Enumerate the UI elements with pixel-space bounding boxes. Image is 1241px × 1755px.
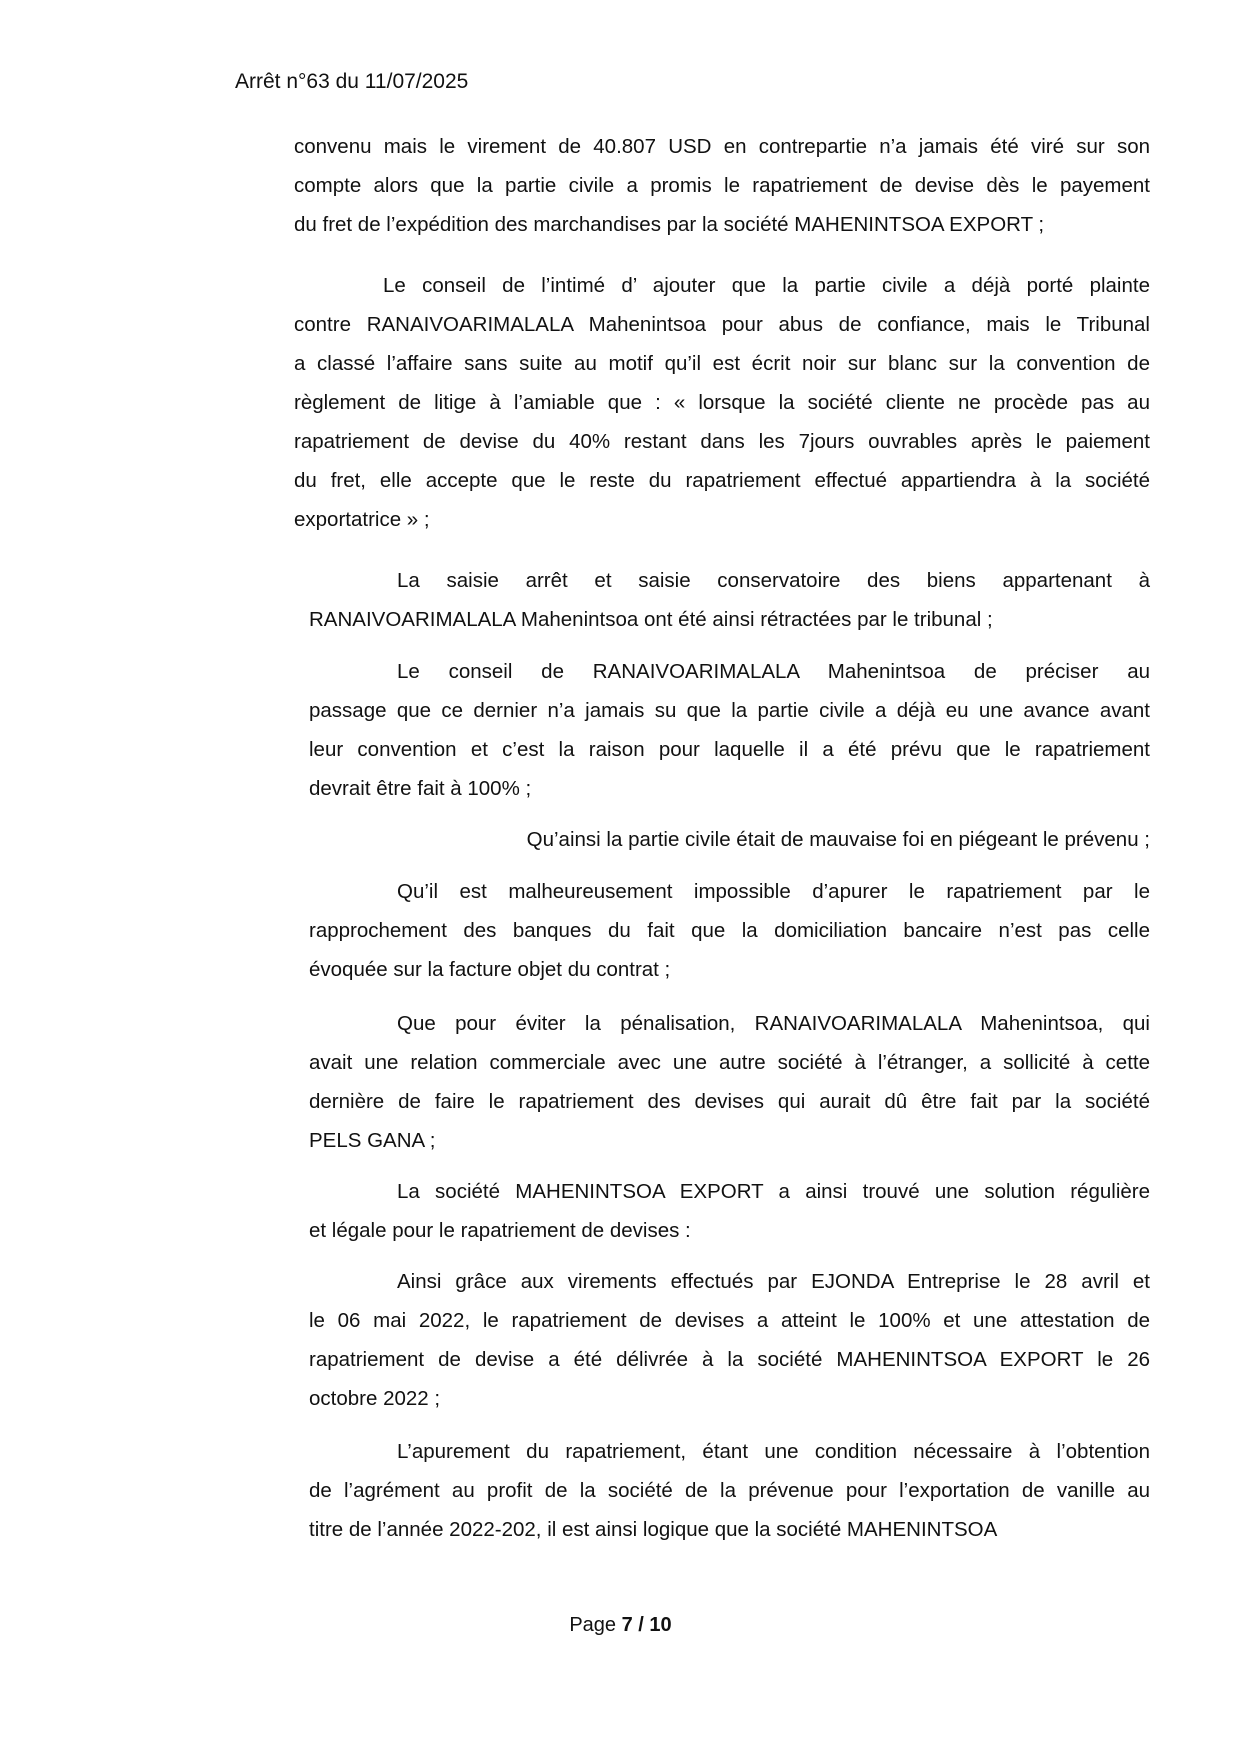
text-line: et légale pour le rapatriement de devises : [309, 1219, 691, 1242]
page-label: Page [569, 1614, 617, 1636]
text-line: règlement de litige à l’amiable que : « lorsque la société cliente ne procède pas au [294, 391, 1150, 414]
document-header: Arrêt n°63 du 11/07/2025 [235, 70, 469, 93]
paragraph-10 [309, 1432, 1150, 1549]
text-line: dernière de faire le rapatriement des devises qui aurait dû être fait par la société [309, 1090, 1150, 1113]
text-line: leur convention et c’est la raison pour laquelle il a été prévu que le rapatriement [309, 738, 1150, 761]
paragraph-4 [309, 652, 1150, 808]
page-current: 7 [621, 1614, 633, 1636]
text-line: Ainsi grâce aux virements effectués par EJONDA Entreprise le 28 avril et [397, 1270, 1150, 1293]
text-line: avait une relation commerciale avec une autre société à l’étranger, a sollicité à cette [309, 1051, 1150, 1074]
text-line: rapatriement de devise a été délivrée à la société MAHENINTSOA EXPORT le 26 [309, 1348, 1150, 1371]
paragraph-1 [294, 127, 1150, 244]
text-line: a classé l’affaire sans suite au motif qu’il est écrit noir sur blanc sur la convention de [294, 352, 1150, 375]
paragraph-5 [309, 820, 1150, 859]
text-line: convenu mais le virement de 40.807 USD en contrepartie n’a jamais été viré sur son [294, 135, 1150, 158]
text-line: le 06 mai 2022, le rapatriement de devises a atteint le 100% et une attestation de [309, 1309, 1150, 1332]
text-line: Qu’il est malheureusement impossible d’apurer le rapatriement par le [397, 880, 1150, 903]
text-line: La saisie arrêt et saisie conservatoire des biens appartenant à [397, 569, 1150, 592]
text-line: Le conseil de RANAIVOARIMALALA Mahenintsoa de préciser au [397, 660, 1150, 683]
text-line: passage que ce dernier n’a jamais su que la partie civile a déjà eu une avance avant [309, 699, 1150, 722]
text-line: devrait être fait à 100% ; [309, 777, 532, 800]
text-line: titre de l’année 2022-202, il est ainsi logique que la société MAHENINTSOA [309, 1518, 998, 1541]
text-line: RANAIVOARIMALALA Mahenintsoa ont été ainsi rétractées par le tribunal ; [309, 608, 993, 631]
paragraph-6 [309, 872, 1150, 989]
text-line: Qu’ainsi la partie civile était de mauvaise foi en piégeant le prévenu ; [526, 828, 1150, 851]
text-line: La société MAHENINTSOA EXPORT a ainsi trouvé une solution régulière [397, 1180, 1150, 1203]
text-line: PELS GANA ; [309, 1129, 436, 1152]
paragraph-9 [309, 1262, 1150, 1418]
text-line: exportatrice » ; [294, 508, 430, 531]
text-line: du fret, elle accepte que le reste du rapatriement effectué appartiendra à la société [294, 469, 1150, 492]
text-line: du fret de l’expédition des marchandises par la société MAHENINTSOA EXPORT ; [294, 213, 1045, 236]
text-line: L’apurement du rapatriement, étant une condition nécessaire à l’obtention [397, 1440, 1150, 1463]
text-line: octobre 2022 ; [309, 1387, 441, 1410]
page-separator: / [638, 1614, 644, 1636]
text-line: compte alors que la partie civile a promis le rapatriement de devise dès le payement [294, 174, 1150, 197]
paragraph-8 [309, 1172, 1150, 1250]
text-line: évoquée sur la facture objet du contrat ; [309, 958, 671, 981]
text-line: Que pour éviter la pénalisation, RANAIVOARIMALALA Mahenintsoa, qui [397, 1012, 1150, 1035]
page-total: 10 [649, 1614, 672, 1636]
text-line: rapatriement de devise du 40% restant dans les 7jours ouvrables après le paiement [294, 430, 1150, 453]
page-number [0, 1614, 1241, 1637]
paragraph-2 [294, 266, 1150, 539]
text-line: de l’agrément au profit de la société de la prévenue pour l’exportation de vanille au [309, 1479, 1150, 1502]
paragraph-7 [309, 1004, 1150, 1160]
paragraph-3 [309, 561, 1150, 639]
text-line: rapprochement des banques du fait que la domiciliation bancaire n’est pas celle [309, 919, 1150, 942]
text-line: contre RANAIVOARIMALALA Mahenintsoa pour abus de confiance, mais le Tribunal [294, 313, 1150, 336]
text-line: Le conseil de l’intimé d’ ajouter que la partie civile a déjà porté plainte [383, 274, 1150, 297]
